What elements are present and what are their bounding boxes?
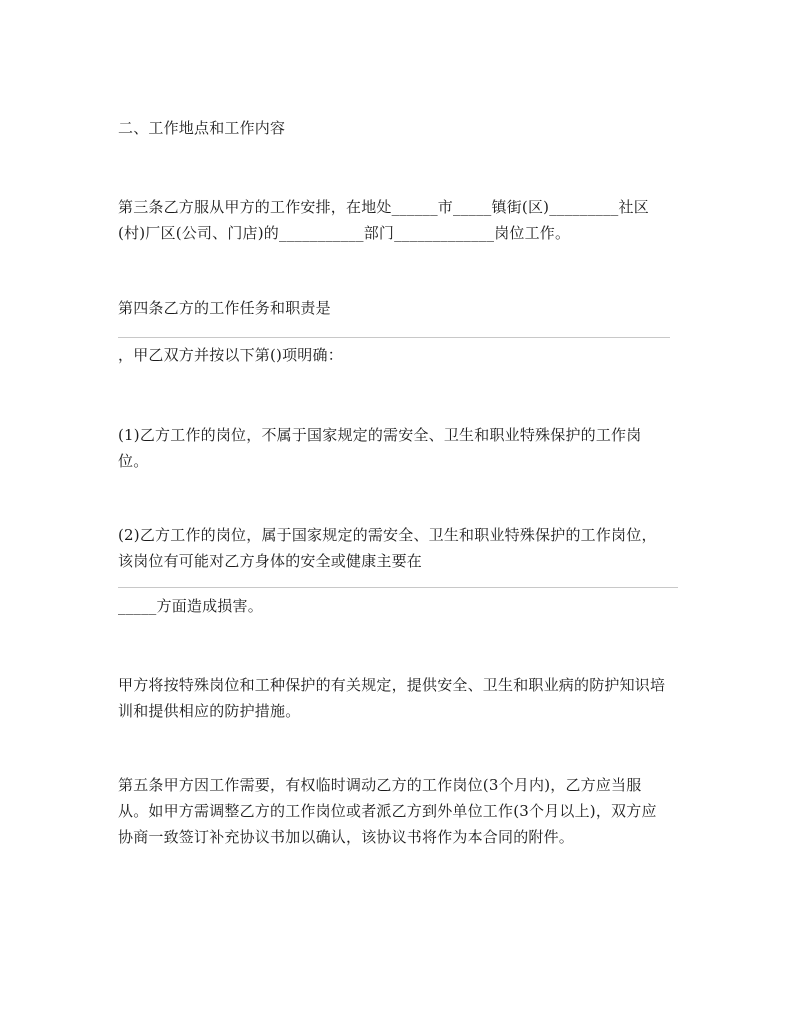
item2-line-1: (2)乙方工作的岗位，属于国家规定的需安全、卫生和职业特殊保护的工作岗位， [118,526,657,544]
article4-line-2: ，甲乙双方并按以下第()项明确： [118,346,343,364]
article3-line-2: (村)厂区(公司、门店)的___________部门_____________岗位工作。 [118,224,571,242]
article3-line-1: 第三条乙方服从甲方的工作安排，在地处______市_____镇街(区)_________社区 [118,198,649,216]
protection-line-2: 训和提供相应的防护措施。 [118,702,301,720]
article5-line-3: 协商一致签订补充协议书加以确认，该协议书将作为本合同的附件。 [118,828,575,846]
item1-line-1: (1)乙方工作的岗位，不属于国家规定的需安全、卫生和职业特殊保护的工作岗 [118,426,642,444]
article5-line-1: 第五条甲方因工作需要，有权临时调动乙方的工作岗位(3个月内)，乙方应当服 [118,776,642,794]
section-title: 二、工作地点和工作内容 [118,119,286,137]
item2-line-2: 该岗位有可能对乙方身体的安全或健康主要在 [118,552,423,570]
article5-line-2: 从。如甲方需调整乙方的工作岗位或者派乙方到外单位工作(3个月以上)，双方应 [118,802,657,820]
item2-line-3: _____方面造成损害。 [118,597,263,615]
item2-blank-rule [118,587,678,588]
article4-line-1: 第四条乙方的工作任务和职责是 [118,299,331,317]
item1-line-2: 位。 [118,452,149,470]
article4-blank-rule [118,337,670,338]
protection-line-1: 甲方将按特殊岗位和工种保护的有关规定，提供安全、卫生和职业病的防护知识培 [118,676,666,694]
